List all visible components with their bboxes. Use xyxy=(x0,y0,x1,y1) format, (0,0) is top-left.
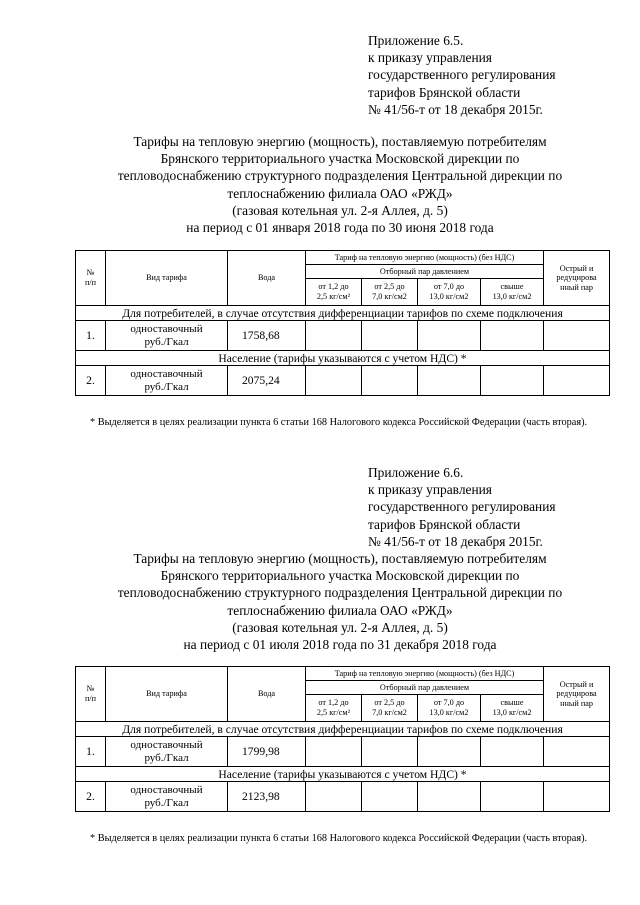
header-tariff-group: Тариф на тепловую энергию (мощность) (без НДС) xyxy=(306,667,544,681)
title-line: Тарифы на тепловую энергию (мощность), поставляемую потребителям xyxy=(133,551,547,566)
header-pressure-2: от 2,5 до 7,0 кг/см2 xyxy=(362,695,418,722)
title-line: Брянского территориального участка Московской дирекции по xyxy=(160,151,520,167)
title-line: на период с 01 января 2018 года по 30 июня 2018 года xyxy=(186,220,494,236)
header-steam-group: Отборный пар давлением xyxy=(306,265,544,279)
row-tariff-kind: одноставочный руб./Гкал xyxy=(106,737,228,767)
empty-cell xyxy=(306,737,362,767)
header-steam-group: Отборный пар давлением xyxy=(306,681,544,695)
empty-cell xyxy=(481,737,544,767)
empty-cell xyxy=(306,321,362,351)
row-num: 1. xyxy=(76,737,106,767)
section-row: Для потребителей, в случае отсутствия дифференциации тарифов по схеме подключения xyxy=(76,306,610,321)
header-pressure-4: свыше 13,0 кг/см2 xyxy=(481,695,544,722)
appendix-line: к приказу управления xyxy=(368,50,492,66)
header-pressure-4: свыше 13,0 кг/см2 xyxy=(481,279,544,306)
appendix-line: Приложение 6.5. xyxy=(368,33,464,48)
row-tariff-kind: одноставочный руб./Гкал xyxy=(106,321,228,351)
title-line: теплоснабжению филиала ОАО «РЖД» xyxy=(227,185,453,201)
empty-cell xyxy=(362,782,418,812)
header-kind: Вид тарифа xyxy=(106,667,228,722)
empty-cell xyxy=(362,321,418,351)
header-pressure-3: от 7,0 до 13,0 кг/см2 xyxy=(418,695,481,722)
header-water: Вода xyxy=(228,667,306,722)
empty-cell xyxy=(306,366,362,396)
empty-cell xyxy=(481,782,544,812)
footnote-2: * Выделяется в целях реализации пункта 6 статьи 168 Налогового кодекса Российской Федерации (часть вторая). xyxy=(90,833,588,844)
header-num: № п/п xyxy=(76,251,106,306)
appendix-line: Приложение 6.6. xyxy=(368,465,464,480)
header-pressure-1: от 1,2 до 2,5 кг/см² xyxy=(306,695,362,722)
tariff-table-2 xyxy=(75,666,610,812)
section-row: Для потребителей, в случае отсутствия дифференциации тарифов по схеме подключения xyxy=(76,722,610,737)
empty-cell xyxy=(306,782,362,812)
row-num: 2. xyxy=(76,366,106,396)
empty-cell xyxy=(481,366,544,396)
empty-cell xyxy=(418,737,481,767)
tariff-title-1 xyxy=(60,133,620,236)
footnote-1: * Выделяется в целях реализации пункта 6 статьи 168 Налогового кодекса Российской Федерации (часть вторая). xyxy=(90,417,588,428)
header-pressure-1: от 1,2 до 2,5 кг/см² xyxy=(306,279,362,306)
row-water-value: 1799,98 xyxy=(228,737,306,767)
empty-cell xyxy=(544,782,610,812)
row-water-value: 1758,68 xyxy=(228,321,306,351)
row-water-value: 2075,24 xyxy=(228,366,306,396)
title-line: Брянского территориального участка Московской дирекции по xyxy=(160,568,520,584)
appendix-line: государственного регулирования xyxy=(368,499,556,515)
tariff-title-2 xyxy=(60,550,620,653)
appendix-line: № 41/56-т от 18 декабря 2015г. xyxy=(368,101,543,117)
section-row: Население (тарифы указываются с учетом НДС) * xyxy=(76,767,610,782)
empty-cell xyxy=(418,321,481,351)
section-row: Население (тарифы указываются с учетом НДС) * xyxy=(76,351,610,366)
title-line: (газовая котельная ул. 2-я Аллея, д. 5) xyxy=(232,619,448,635)
empty-cell xyxy=(544,321,610,351)
row-tariff-kind: одноставочный руб./Гкал xyxy=(106,366,228,396)
appendix-line: тарифов Брянской области xyxy=(368,516,521,532)
row-tariff-kind: одноставочный руб./Гкал xyxy=(106,782,228,812)
title-line: Тарифы на тепловую энергию (мощность), поставляемую потребителям xyxy=(133,134,547,149)
header-sharp-steam: Острый и редуцирова нный пар xyxy=(544,667,610,722)
header-tariff-group: Тариф на тепловую энергию (мощность) (без НДС) xyxy=(306,251,544,265)
empty-cell xyxy=(544,737,610,767)
row-water-value: 2123,98 xyxy=(228,782,306,812)
title-line: тепловодоснабжению структурного подразделения Центральной дирекции по xyxy=(117,585,563,601)
title-line: (газовая котельная ул. 2-я Аллея, д. 5) xyxy=(232,202,448,218)
empty-cell xyxy=(362,737,418,767)
empty-cell xyxy=(418,782,481,812)
header-water: Вода xyxy=(228,251,306,306)
appendix-line: к приказу управления xyxy=(368,482,492,498)
tariff-table-1 xyxy=(75,250,610,396)
appendix-header-2 xyxy=(368,464,556,550)
title-line: на период с 01 июля 2018 года по 31 декабря 2018 года xyxy=(183,637,497,653)
appendix-header-1 xyxy=(368,32,556,118)
appendix-line: тарифов Брянской области xyxy=(368,84,521,100)
appendix-line: № 41/56-т от 18 декабря 2015г. xyxy=(368,533,543,549)
header-kind: Вид тарифа xyxy=(106,251,228,306)
appendix-line: государственного регулирования xyxy=(368,67,556,83)
header-sharp-steam: Острый и редуцирова нный пар xyxy=(544,251,610,306)
header-num: № п/п xyxy=(76,667,106,722)
row-num: 1. xyxy=(76,321,106,351)
title-line: тепловодоснабжению структурного подразделения Центральной дирекции по xyxy=(117,168,563,184)
header-pressure-3: от 7,0 до 13,0 кг/см2 xyxy=(418,279,481,306)
empty-cell xyxy=(544,366,610,396)
empty-cell xyxy=(418,366,481,396)
empty-cell xyxy=(362,366,418,396)
header-pressure-2: от 2,5 до 7,0 кг/см2 xyxy=(362,279,418,306)
row-num: 2. xyxy=(76,782,106,812)
title-line: теплоснабжению филиала ОАО «РЖД» xyxy=(227,602,453,618)
empty-cell xyxy=(481,321,544,351)
